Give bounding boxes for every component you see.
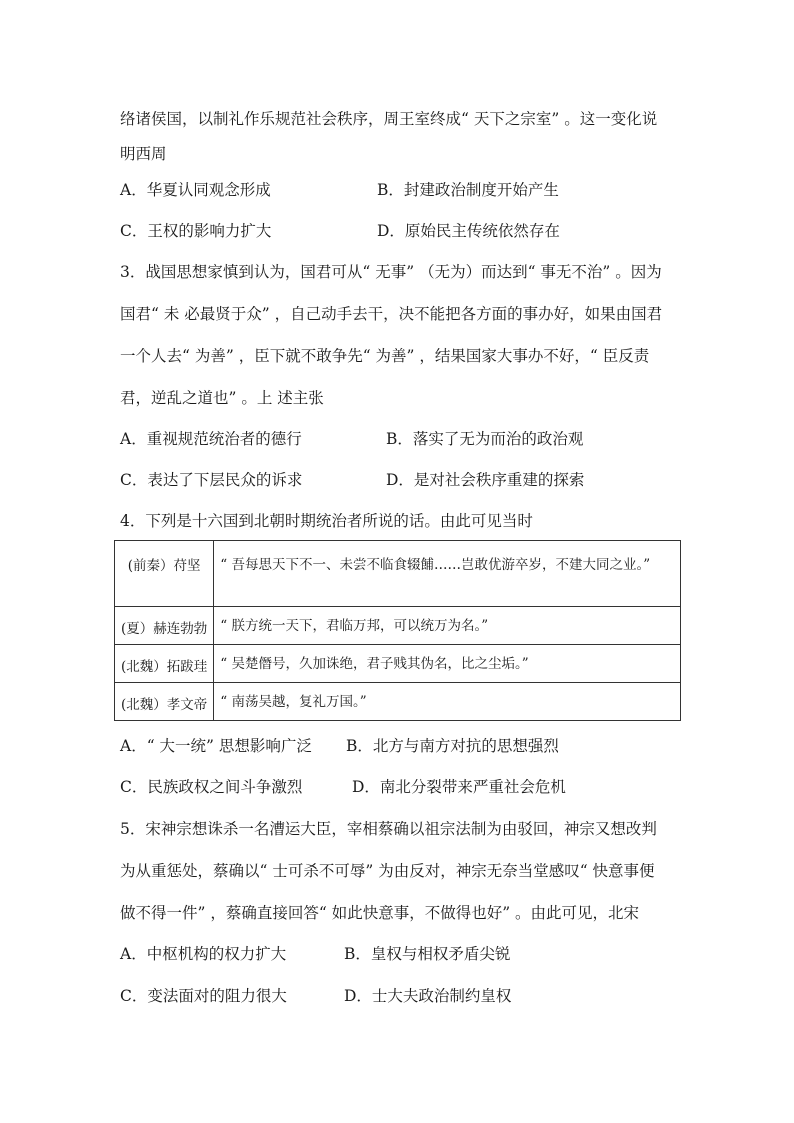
q4-option-d: D．南北分裂带来严重社会危机 xyxy=(352,778,566,796)
quote-cell: “ 吾每思天下不一、未尝不临食辍餔……岂敢优游卒岁，不建大同之业。” xyxy=(214,541,681,607)
q4-option-c: C．民族政权之间斗争激烈 xyxy=(120,778,303,796)
q2-option-b: B．封建政治制度开始产生 xyxy=(377,181,559,199)
q5-option-c: C．变法面对的阻力很大 xyxy=(120,987,287,1005)
q4-option-b: B．北方与南方对抗的思想强烈 xyxy=(346,737,559,755)
q3-option-d: D．是对社会秩序重建的探索 xyxy=(386,471,585,489)
q4-quote-table xyxy=(114,540,681,721)
q5-option-d: D．士大夫政治制约皇权 xyxy=(344,987,512,1005)
q3-option-a: A．重视规范统治者的德行 xyxy=(120,430,302,448)
table-row xyxy=(115,541,681,607)
q3-option-b: B．落实了无为而治的政治观 xyxy=(386,430,584,448)
quote-cell: “ 朕方统一天下，君临万邦，可以统万为名。” xyxy=(214,607,681,645)
table-row xyxy=(115,607,681,645)
q2-option-a: A．华夏认同观念形成 xyxy=(120,181,271,199)
ruler-cell: (北魏）孝文帝 xyxy=(115,683,214,721)
quote-cell: “ 南荡吴越，复礼万国。” xyxy=(214,683,681,721)
q3-stem-line-1: 3．战国思想家慎到认为，国君可从“ 无事” （无为）而达到“ 事无不治” 。因为 xyxy=(120,263,662,281)
q5-option-a: A．中枢机构的权力扩大 xyxy=(120,945,287,963)
table-row xyxy=(115,645,681,683)
q3-stem-line-2: 国君“ 未 必最贤于众” ，自己动手去干，决不能把各方面的事办好，如果由国君 xyxy=(120,305,663,323)
ruler-cell: (前秦）苻坚 xyxy=(115,541,214,607)
quote-cell: “ 吴楚僭号，久加诛绝，君子贱其伪名，比之尘垢。” xyxy=(214,645,681,683)
table-row xyxy=(115,683,681,721)
q4-stem: 4．下列是十六国到北朝时期统治者所说的话。由此可见当时 xyxy=(120,512,533,530)
q2-option-c: C．王权的影响力扩大 xyxy=(120,222,272,240)
ruler-cell: (北魏）拓跋珪 xyxy=(115,645,214,683)
q2-stem-line-2: 明西周 xyxy=(120,145,167,163)
q5-stem-line-2: 为从重惩处，蔡确以“ 士可杀不可辱” 为由反对，神宗无奈当堂感叹“ 快意事便 xyxy=(120,862,655,880)
q2-stem-line-1: 络诸侯国，以制礼作乐规范社会秩序，周王室终成“ 天下之宗室” 。这一变化说 xyxy=(120,110,658,128)
q5-stem-line-3: 做不得一件” ，蔡确直接回答“ 如此快意事，不做得也好” 。由此可见，北宋 xyxy=(120,904,640,922)
q2-option-d: D．原始民主传统依然存在 xyxy=(377,222,560,240)
q3-stem-line-3: 一个人去“ 为善” ，臣下就不敢争先“ 为善” ，结果国家大事办不好，“ 臣反责 xyxy=(120,347,650,365)
q4-option-a: A．“ 大一统” 思想影响广泛 xyxy=(120,737,312,755)
q5-option-b: B．皇权与相权矛盾尖锐 xyxy=(344,945,511,963)
q5-stem-line-1: 5．宋神宗想诛杀一名漕运大臣，宰相蔡确以祖宗法制为由驳回，神宗又想改判 xyxy=(120,820,657,838)
ruler-cell: (夏）赫连勃勃 xyxy=(115,607,214,645)
q3-option-c: C．表达了下层民众的诉求 xyxy=(120,471,303,489)
q3-stem-line-4: 君，逆乱之道也” 。上 述主张 xyxy=(120,389,324,407)
